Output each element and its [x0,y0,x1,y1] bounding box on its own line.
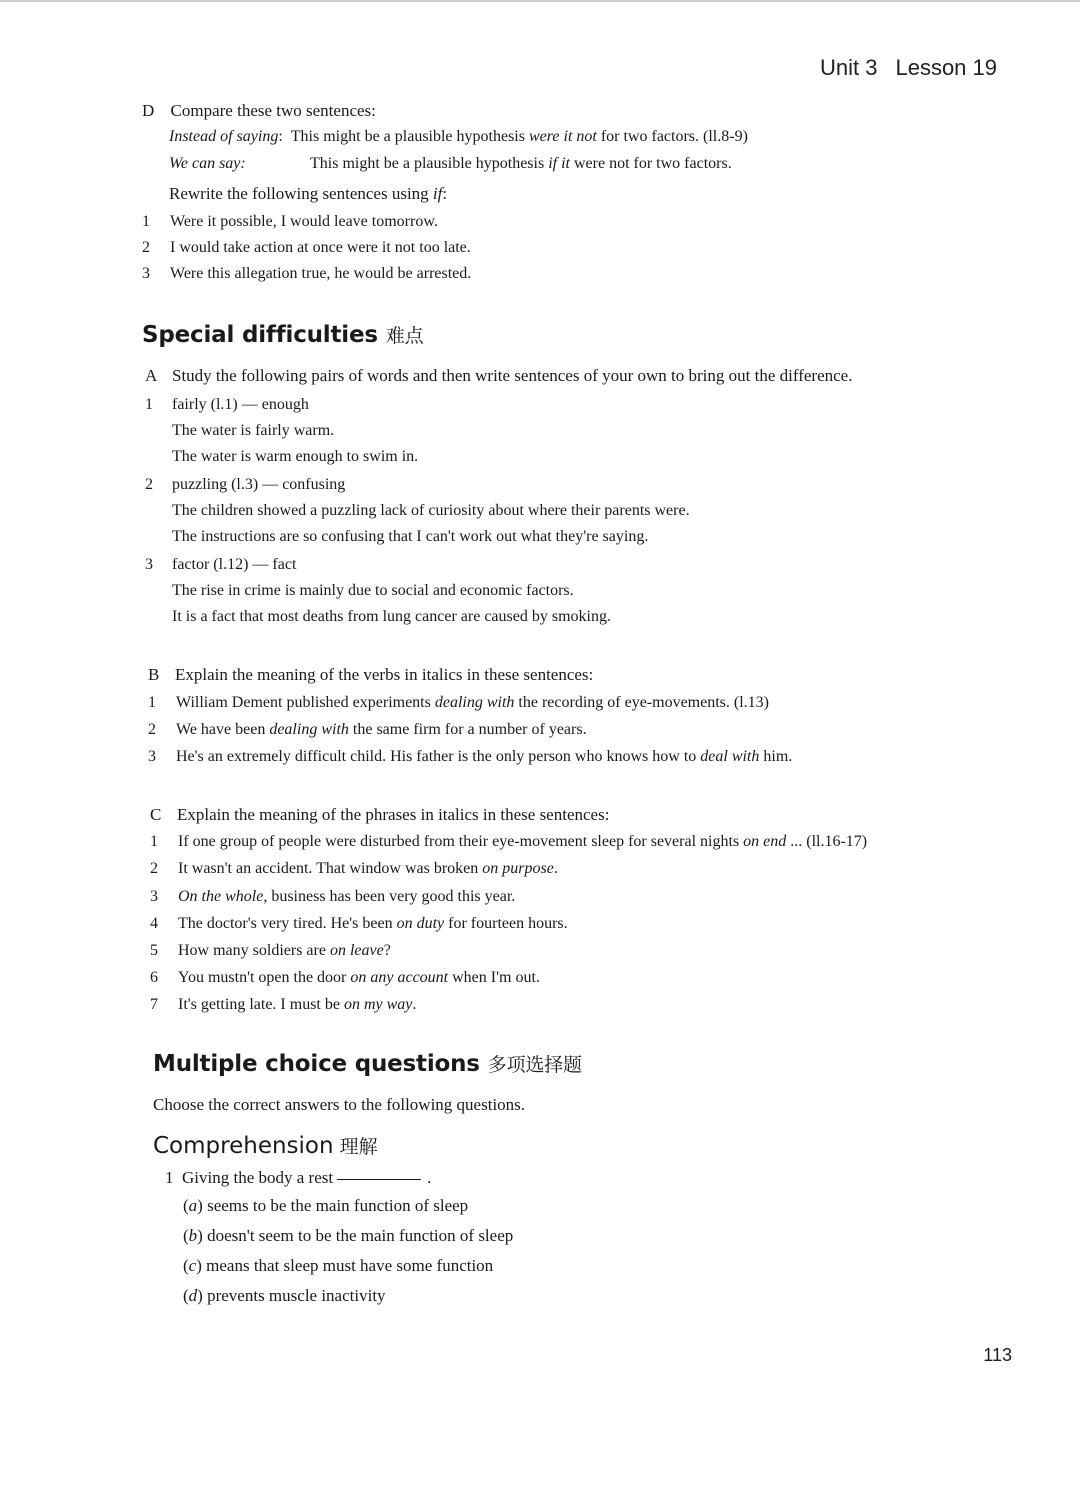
item-number: 6 [150,969,158,986]
italic-phrase: on leave [329,942,384,959]
option-text: means that sleep must have some function [206,1256,494,1275]
compare-label: Instead of saying [169,128,279,145]
section-b-heading [148,665,593,685]
list-item [150,833,867,851]
item-number: 7 [150,996,158,1013]
section-instruction: Study the following pairs of words and then write sentences of your own to bring out the difference. [172,366,853,385]
answer-option-c: (c) means that sleep must have some function [183,1256,494,1275]
text: The doctor's very tired. He's been [178,915,397,932]
text: How many soldiers are [178,942,330,959]
page-header [820,55,997,81]
list-item [142,265,471,283]
text: This might be a plausible hypothesis [310,155,549,172]
answer-option-b: (b) doesn't seem to be the main function of sleep [183,1226,514,1245]
text: : [442,184,448,203]
text: It wasn't an accident. That window was broken [178,860,483,877]
item-number: 5 [150,942,158,959]
italic-phrase: on purpose [482,860,554,877]
text: , business has been very good this year. [263,888,516,905]
text: when I'm out. [448,969,540,986]
italic-phrase: dealing with [269,721,349,738]
italic-phrase: on end [743,833,787,850]
list-item [142,239,471,257]
option-label: a [188,1196,198,1215]
page-number: 113 [983,1345,1012,1365]
italic-phrase: on any account [350,969,449,986]
lesson-label: Lesson 19 [895,55,997,80]
answer-blank [337,1179,421,1180]
section-c-heading [150,805,609,825]
italic-phrase: on my way [343,996,413,1013]
item-number: 2 [145,476,153,493]
item-number: 1 [145,396,153,413]
italic-phrase: were it not [528,128,597,145]
pair-text: fairly (l.1) — enough [172,396,309,413]
italic-phrase: dealing with [434,694,515,711]
text: William Dement published experiments [176,694,435,711]
text: We have been [176,721,270,738]
word-pair [145,476,345,494]
pair-text: factor (l.12) — fact [172,556,297,573]
example-sentence: The water is fairly warm. [172,422,335,439]
compare-colon: : [278,128,283,145]
subsection-title-zh: 理解 [339,1136,378,1158]
option-text: seems to be the main function of sleep [207,1196,469,1215]
item-number: 2 [142,239,150,256]
option-text: doesn't seem to be the main function of sleep [207,1226,514,1245]
example-sentence: The instructions are so confusing that I can't work out what they're saying. [172,528,649,545]
item-number: 2 [150,860,158,877]
list-item [148,721,587,739]
text: ? [383,942,391,959]
comprehension-title [153,1132,378,1159]
italic-phrase: on duty [396,915,445,932]
section-letter: D [142,101,155,120]
stem-end: . [427,1168,432,1187]
list-item [150,860,558,878]
item-text: I would take action at once were it not too late. [170,239,471,256]
section-instruction: Explain the meaning of the phrases in italics in these sentences: [177,805,610,824]
section-title-zh: 多项选择题 [487,1054,582,1076]
option-label: b [188,1226,198,1245]
text: the same firm for a number of years. [348,721,587,738]
compare-line-2 [169,155,732,173]
example-sentence: The rise in crime is mainly due to social and economic factors. [172,582,574,599]
text: Rewrite the following sentences using [169,184,433,203]
section-d-heading [142,101,376,121]
text: If one group of people were disturbed from their eye-movement sleep for several nights [178,833,744,850]
text: for two factors. (ll.8-9) [596,128,748,145]
mcq-instruction: Choose the correct answers to the following questions. [153,1095,526,1114]
item-number: 2 [148,721,156,738]
list-item [150,969,540,987]
section-title: Special difficulties [142,322,378,348]
answer-option-d: (d) prevents muscle inactivity [183,1286,386,1305]
section-title: Multiple choice questions [153,1051,480,1077]
unit-label: Unit 3 [819,55,878,80]
item-number: 3 [145,556,153,573]
answer-option-a: (a) seems to be the main function of sleep [183,1196,469,1215]
list-item [150,888,515,906]
text: him. [759,748,793,765]
item-number: 3 [150,888,158,905]
multiple-choice-title [153,1050,582,1077]
option-text: prevents muscle inactivity [207,1286,386,1305]
text: ... (ll.16-17) [786,833,868,850]
text: . [553,860,558,877]
item-number: 1 [148,694,156,711]
text: . [412,996,417,1013]
subsection-title: Comprehension [153,1133,334,1159]
question-number: 1 [165,1168,174,1187]
item-number: 1 [142,213,150,230]
italic-word: if [432,184,443,203]
section-title-zh: 难点 [385,325,424,347]
item-number: 1 [150,833,158,850]
section-a-heading [145,366,852,386]
option-label: d [188,1286,198,1305]
item-text: Were it possible, I would leave tomorrow. [170,213,438,230]
list-item [150,942,391,960]
question-stem [165,1168,431,1188]
section-instruction: Compare these two sentences: [170,101,376,120]
section-letter: B [148,665,160,684]
text: You mustn't open the door [178,969,351,986]
list-item [142,213,438,231]
text: He's an extremely difficult child. His father is the only person who knows how to [176,748,701,765]
italic-phrase: deal with [700,748,760,765]
text: the recording of eye-movements. (l.13) [514,694,769,711]
top-border-line [0,0,1080,2]
section-letter: C [150,805,162,824]
item-number: 4 [150,915,158,932]
item-number: 3 [148,748,156,765]
section-letter: A [145,366,158,385]
compare-label: We can say: [169,155,246,172]
text: This might be a plausible hypothesis [290,128,529,145]
special-difficulties-title [142,321,423,348]
text: for fourteen hours. [444,915,568,932]
section-instruction: Explain the meaning of the verbs in italics in these sentences: [175,665,594,684]
list-item [148,694,769,712]
item-text: Were this allegation true, he would be arrested. [170,265,472,282]
word-pair [145,556,296,574]
item-number: 3 [142,265,150,282]
rewrite-instruction [169,184,447,204]
compare-line-1 [169,128,748,146]
pair-text: puzzling (l.3) — confusing [172,476,346,493]
option-label: c [188,1256,197,1275]
example-sentence: The water is warm enough to swim in. [172,448,419,465]
word-pair [145,396,309,414]
stem-text: Giving the body a rest [182,1168,334,1187]
text: It's getting late. I must be [178,996,344,1013]
text: were not for two factors. [569,155,732,172]
list-item [150,996,416,1014]
list-item [150,915,568,933]
example-sentence: The children showed a puzzling lack of curiosity about where their parents were. [172,502,690,519]
example-sentence: It is a fact that most deaths from lung cancer are caused by smoking. [172,608,611,625]
list-item [148,748,792,766]
italic-phrase: On the whole [178,888,264,905]
italic-phrase: if it [548,155,570,172]
